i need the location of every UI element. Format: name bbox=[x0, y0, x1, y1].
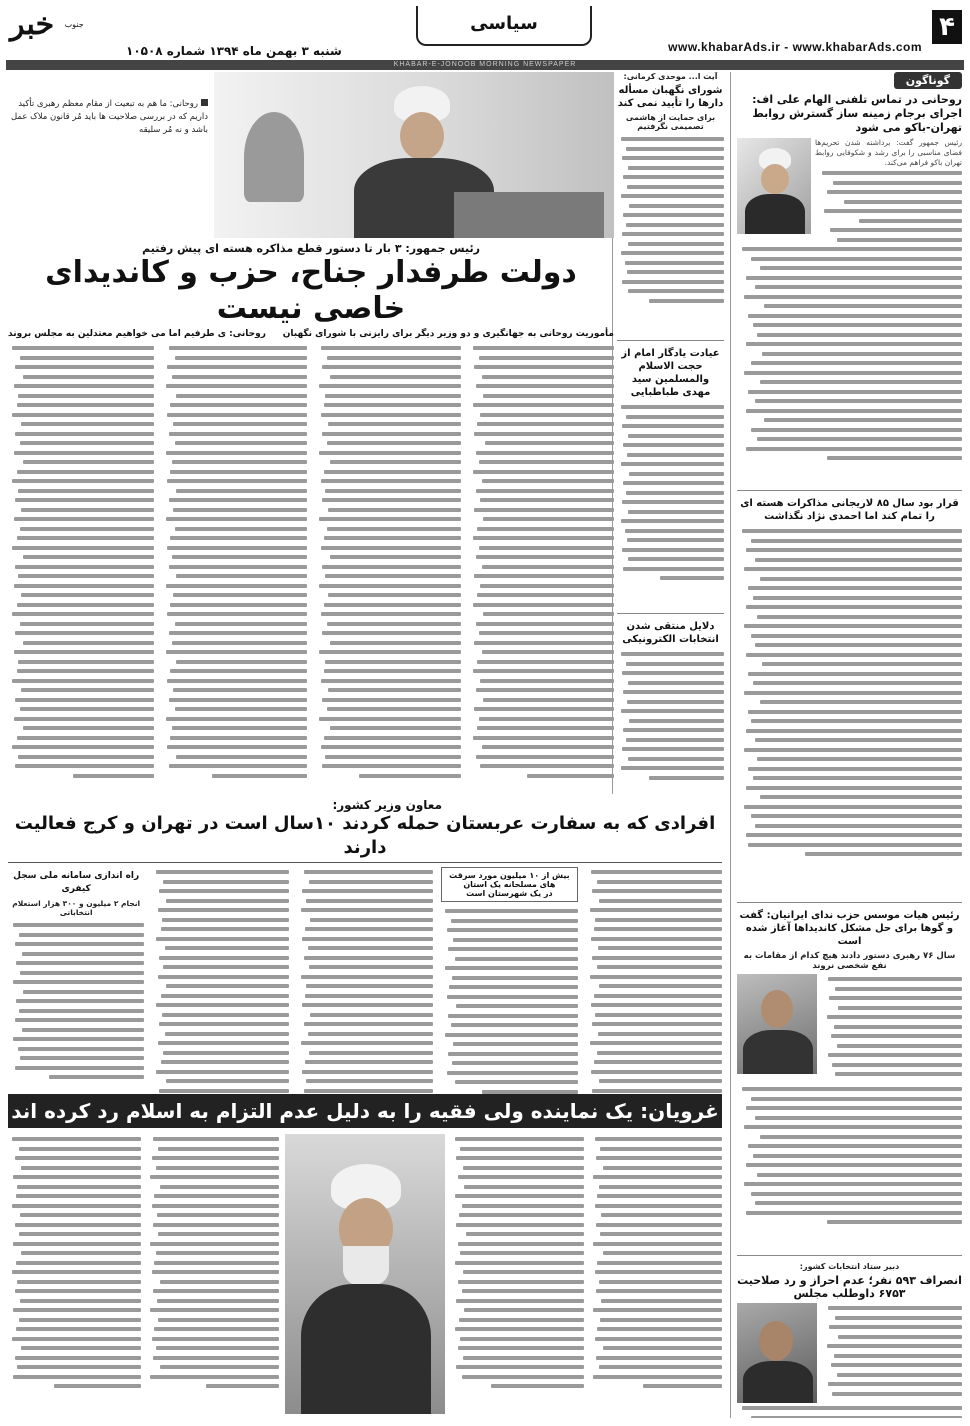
author1: آیت ا... موحدی کرمانی: bbox=[623, 72, 718, 81]
election-official-photo bbox=[737, 1303, 817, 1403]
gharavian-title: غرویان: یک نماینده ولی فقیه را به دلیل عدم التزام به اسلام رد کرده اند bbox=[8, 1094, 722, 1128]
masthead bbox=[6, 6, 964, 68]
lead-kicker: رئیس جمهور: ۳ بار تا دستور قطع مذاکره هسته ای پیش رفتیم bbox=[142, 242, 480, 255]
story4-kicker: دبیر ستاد انتخابات کشور: bbox=[799, 1262, 900, 1271]
party-leader-photo bbox=[737, 974, 817, 1074]
mid-story4-sub: انجام ۲ میلیون و ۳۰۰ هزار استعلام انتخاباتی bbox=[12, 899, 141, 917]
middle-column bbox=[612, 72, 724, 794]
rouhani-lead-photo bbox=[214, 72, 614, 238]
right-column bbox=[730, 72, 962, 1418]
embassy-col-4 bbox=[152, 867, 288, 1107]
caption-text: روحانی: ما هم به تبعیت از مقام معظم رهبری تأکید داریم که در بررسی صلاحیت ها باید مُر قانون ملاک عمل باشد و نه مُر سلیقه bbox=[10, 99, 208, 135]
embassy-story bbox=[8, 798, 722, 1088]
site-url[interactable]: www.khabarAds.ir - www.khabarAds.com bbox=[668, 40, 922, 54]
lead-col-1 bbox=[469, 343, 615, 794]
gharavian-col-2 bbox=[451, 1134, 584, 1414]
mid-story1-title: شورای نگهبان مسأله دارها را تأیید نمی کند bbox=[617, 85, 724, 109]
story2-body bbox=[737, 526, 962, 896]
bullet-square-icon bbox=[201, 99, 208, 106]
story3-sub: سال ۷۶ رهبری دستور دادند هیچ کدام از مقامات به نفع شخصی نروند bbox=[743, 951, 956, 971]
page-number: ۴ bbox=[932, 10, 962, 44]
lead-subhead-left: روحانی: ی طرفیم اما می خواهیم معتدلین به مجلس بروند bbox=[8, 329, 266, 339]
story3-body bbox=[821, 974, 962, 1084]
embassy-kicker: معاون وزیر کشور: bbox=[332, 798, 442, 812]
lead-story bbox=[8, 72, 614, 794]
lead-subheads bbox=[8, 329, 614, 339]
embassy-col-2 bbox=[441, 867, 577, 1107]
gharavian-story bbox=[8, 1094, 722, 1420]
embassy-body bbox=[8, 867, 722, 1107]
gharavian-col-3 bbox=[147, 1134, 280, 1414]
story4-title: انصراف ۵۹۳ نفر؛ عدم احراز و رد صلاحیت ۶۷۵۳ داوطلب مجلس bbox=[737, 1274, 962, 1300]
embassy-col-5 bbox=[8, 867, 144, 1107]
column-kicker: گوناگون bbox=[894, 72, 962, 89]
inset-kicker: در یک شهرستان است bbox=[466, 889, 553, 898]
logo-sub: جنوب bbox=[64, 20, 84, 29]
story3-title: رئیس هیات موسس حزب ندای ایرانیان: گفت و گوها برای حل مشکل کاندیداها آغاز شده است bbox=[739, 910, 960, 947]
photo-caption bbox=[8, 72, 208, 238]
story1-body-block bbox=[815, 138, 962, 244]
lead-body bbox=[8, 343, 614, 794]
mid-story3-body bbox=[617, 649, 724, 794]
gharavian-photo bbox=[285, 1134, 445, 1414]
issue-line: شنبه ۳ بهمن ماه ۱۳۹۴ شماره ۱۰۵۰۸ bbox=[126, 44, 342, 58]
embassy-col-3 bbox=[297, 867, 433, 1107]
inset-title: بیش از ۱۰ میلیون مورد سرقت های مسلحانه یک استان bbox=[449, 871, 570, 889]
lead-title: دولت طرفدار جناح، حزب و کاندیدای خاصی نیست bbox=[45, 255, 577, 326]
story2-title: قرار بود سال ۸۵ لاریجانی مذاکرات هسته ای را تمام کند اما احمدی نژاد نگذاشت bbox=[740, 498, 959, 522]
lead-col-3 bbox=[162, 343, 308, 794]
story1-title: روحانی در تماس تلفنی الهام علی اف: اجرای برجام زمینه ساز گسترش روابط تهران-باکو می شود bbox=[752, 93, 962, 134]
mid-story4-title: راه اندازی سامانه ملی سجل کیفری bbox=[13, 871, 140, 894]
story1-body: رئیس جمهور گفت: برداشته شدن تحریم‌ها فضای مناسبی را برای رشد و شکوفایی روابط تهران باکو فراهم می‌کند. bbox=[815, 138, 962, 167]
mid-story2-title: عیادت یادگار امام از حجت الاسلام والمسلمین سید مهدی طباطبایی bbox=[621, 348, 720, 398]
logo-text: خبر bbox=[10, 7, 55, 42]
flag-emblem bbox=[244, 112, 304, 202]
mid-story1-sub: برای حمایت از هاشمی تصمیمی نگرفتیم bbox=[625, 113, 716, 131]
tagline-bar: KHABAR-E-JONOOB MORNING NEWSPAPER bbox=[6, 60, 964, 70]
story3-body-lines bbox=[737, 1084, 962, 1249]
embassy-title: افرادی که به سفارت عربستان حمله کردند ۱۰سال است در تهران و کرج فعالیت دارند bbox=[8, 812, 722, 863]
lead-col-4 bbox=[8, 343, 154, 794]
section-tab: سیاسی bbox=[416, 6, 592, 46]
gharavian-col-1 bbox=[590, 1134, 723, 1414]
story4-body-lines bbox=[737, 1403, 962, 1418]
rouhani-photo-small bbox=[737, 138, 811, 234]
embassy-inset-box bbox=[441, 867, 577, 902]
mid-story1-body bbox=[617, 134, 724, 334]
beard bbox=[343, 1246, 389, 1286]
newspaper-logo bbox=[10, 8, 120, 42]
lead-col-2 bbox=[315, 343, 461, 794]
podium bbox=[454, 192, 604, 238]
gharavian-col-4 bbox=[8, 1134, 141, 1414]
lead-subhead-right: مأموریت روحانی به جهانگیری و دو وزیر دیگر برای رایزنی با شورای نگهبان bbox=[282, 329, 614, 339]
embassy-col-1 bbox=[586, 867, 722, 1107]
story1-body-lines bbox=[737, 244, 962, 484]
mid-story3-title: دلایل منتقی شدن انتخابات الکترونیکی bbox=[622, 621, 719, 645]
mid-story2-body bbox=[617, 402, 724, 607]
story4-body bbox=[821, 1303, 962, 1403]
